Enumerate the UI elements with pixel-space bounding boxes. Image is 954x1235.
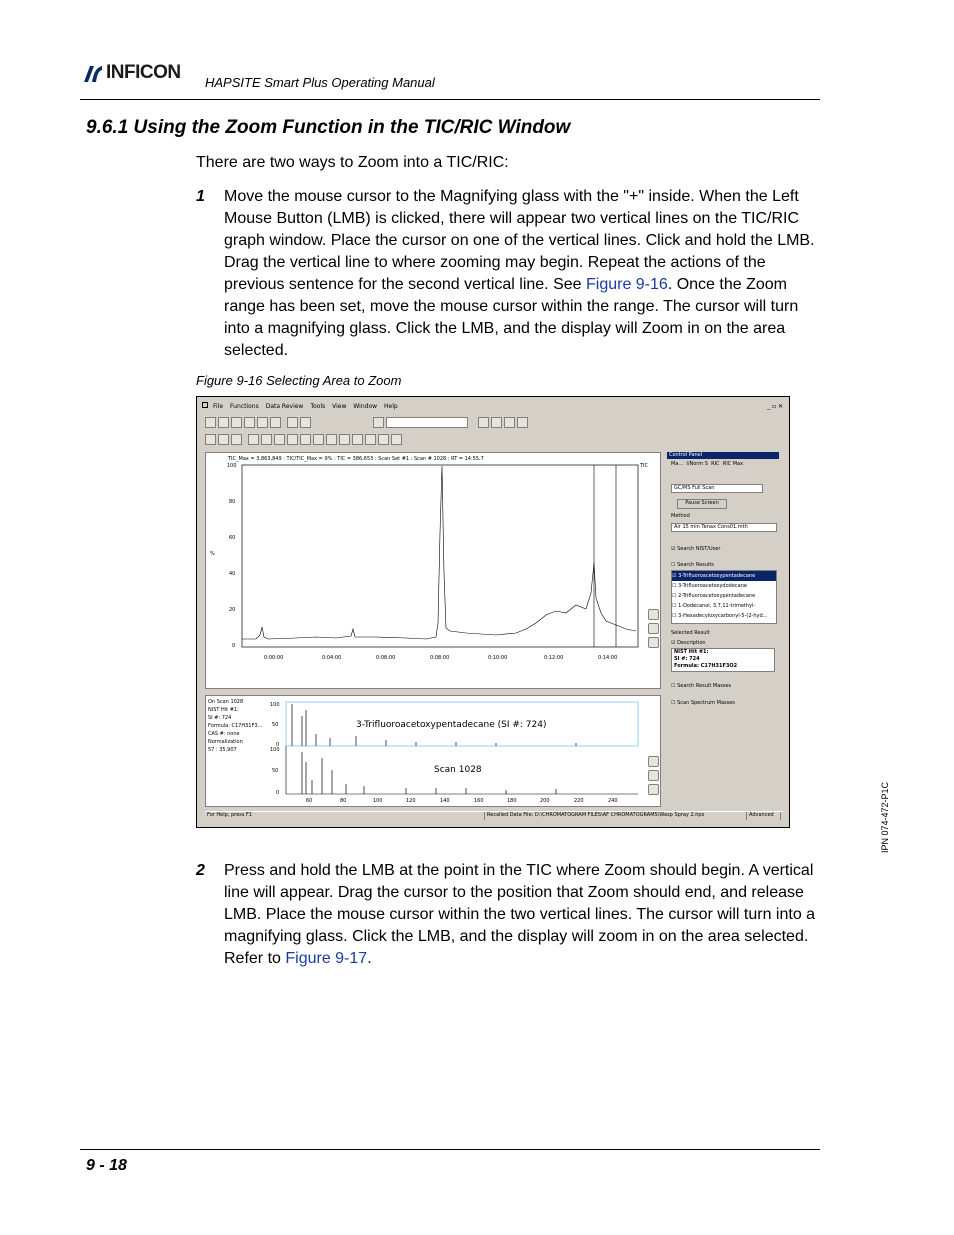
review-icon-1[interactable] [205,434,216,445]
scan-title: Scan 1028 [434,765,482,775]
scan-spectrum-lines [302,752,556,794]
ms-x-tick: 200 [540,798,550,804]
tune-icon[interactable] [373,417,384,428]
y-tick: 60 [229,535,236,541]
x-tick: 0:08:00 [376,655,396,661]
tool-icon-2[interactable] [491,417,502,428]
x-tick: 0:14:00 [598,655,618,661]
page-number: 9 - 18 [86,1157,127,1174]
peak-icon-5[interactable] [365,434,376,445]
ms-x-tick: 240 [608,798,618,804]
step-number: 2 [196,862,205,879]
spectrum-zoom-range-icon[interactable] [648,784,659,795]
scan-masses-checkbox[interactable]: ☐ Scan Spectrum Masses [671,700,735,706]
x-ticks [264,655,617,661]
plot-frame [242,465,638,647]
status-file: Recalled Data File: D:\CHROMATOGRAM FILES\AF CHROMATOGRAMS\Wasp Spray 2.hps [485,812,747,820]
review-icon-2[interactable] [218,434,229,445]
review-icon-5[interactable] [261,434,272,445]
y-tick: 0 [232,643,236,649]
ms-y-tick: 0 [276,742,280,748]
status-mode: Advanced [747,812,781,820]
ipn-label: IPN 074-472-P1C [880,781,890,853]
menu-functions[interactable]: Functions [230,402,259,410]
result-item[interactable]: ☐ 3-Trifluoroacetoxydodecane [672,583,747,589]
tool-icon-4[interactable] [517,417,528,428]
step-text: Press and hold the LMB at the point in the TIC where Zoom should begin. A vertical line will appear. Drag the cursor to the position that Zoom should end, and release LMB. Place the mouse cursor within the two vertical lines. The cursor will turn into a magnifying glass. Click the LMB, and the display will zoom in on the area selected. Refer to Figure 9-17. [224,862,816,967]
menu-data-review[interactable]: Data Review [265,402,304,410]
peak-icon-4[interactable] [352,434,363,445]
figure-link[interactable]: Figure 9-16 [585,276,668,293]
y-tick: 100 [227,463,237,469]
step-1 [196,186,816,362]
ms-x-tick: 60 [306,798,313,804]
description-box: NIST Hit #1: SI #: 724 Formula: C17H31F3O2 [671,648,775,672]
spectrum-chart [206,696,662,808]
ms-x-tick: 220 [574,798,584,804]
inficon-logo [82,60,181,86]
y-tick: 40 [229,571,236,577]
print-icon[interactable] [257,417,268,428]
ms-x-tick: 160 [474,798,484,804]
open-folder-icon[interactable] [218,417,229,428]
status-help: For Help, press F1 [205,812,485,820]
x-tick: 0:00:00 [264,655,284,661]
control-tabs[interactable]: Ma... I/Norm S RIC RIC Max [671,461,744,467]
ms-x-ticks [306,798,618,804]
library-icon[interactable] [270,417,281,428]
filter-icon[interactable] [287,434,298,445]
review-icon-4[interactable] [248,434,259,445]
menu-bar [197,399,789,413]
x-tick: 0:04:00 [322,655,342,661]
peak-icon-7[interactable] [391,434,402,445]
menu-view[interactable]: View [332,402,347,410]
menu-file[interactable]: File [213,402,224,410]
menu-help[interactable]: Help [384,402,398,410]
tic-header: TIC_Max = 3,863,849 : TIC/TIC_Max = 9% : TIC = 386,653 : Scan Set #1 : Scan # 1028 : RT = 14:55.7 [228,456,484,462]
mode-field: GC/MS Full Scan [671,484,763,493]
result-item[interactable]: ☑ 3-Trifluoroacetoxypentadecane [672,571,776,581]
spectrum-zoom-out-icon[interactable] [648,770,659,781]
figure-link[interactable]: Figure 9-17 [285,950,368,967]
ms-x-tick: 180 [507,798,517,804]
ms-x-tick: 100 [373,798,383,804]
footer-rule [80,1149,820,1150]
menu-tools[interactable]: Tools [310,402,326,410]
y-ticks [227,463,237,649]
logo-text: INFICON [106,62,181,83]
toolbar-main [205,417,528,431]
zoom-in-icon[interactable] [648,609,659,620]
inficon-logo-mark [82,62,104,84]
monitor-icon[interactable] [287,417,298,428]
intro-text: There are two ways to Zoom into a TIC/RIC: [196,154,509,171]
search-results-checkbox[interactable]: ☐ Search Results [671,562,714,568]
help-icon[interactable] [300,417,311,428]
window-controls[interactable]: _ ▫ ✕ [767,402,783,410]
review-icon-3[interactable] [231,434,242,445]
open-icon[interactable] [205,417,216,428]
peak-icon-1[interactable] [313,434,324,445]
tic-label: TIC [640,463,649,469]
step-text: Move the mouse cursor to the Magnifying glass with the "+" inside. When the Left Mouse Button (LMB) is clicked, there will appear two vertical lines on the TIC/RIC graph window. Place the cursor on one of the vertical lines. Click and hold the LMB. Drag the vertical line to where zooming may begin. Repeat the actions of the previous sentence for the second vertical line. See Figure 9-16. Once the Zoom range has been set, move the mouse cursor within the range. The cursor will turn into a magnifying glass. Click the LMB, and the display will Zoom in on the area selected. [224,188,815,359]
figure-caption: Figure 9-16 Selecting Area to Zoom [196,373,402,388]
ms-y-tick: 0 [276,790,280,796]
ms-x-tick: 140 [440,798,450,804]
step-number: 1 [196,188,205,205]
method-combo[interactable] [386,417,468,428]
result-item[interactable]: ☐ 1-Dodecanol, 3,7,11-trimethyl- [672,603,756,609]
x-tick: 0:12:00 [544,655,564,661]
x-tick: 0:08:00 [430,655,450,661]
x-tick: 0:10:00 [488,655,508,661]
y-unit-label: % [210,551,215,557]
method-label: Method [671,513,690,519]
zoom-out-icon[interactable] [648,623,659,634]
spectrum-zoom-in-icon[interactable] [648,756,659,767]
toolbar-review [205,434,402,448]
search-masses-checkbox[interactable]: ☐ Search Result Masses [671,683,732,689]
control-panel [667,452,779,812]
ms-x-tick: 120 [406,798,416,804]
nist-title: 3-Trifluoroacetoxypentadecane (SI #: 724) [356,720,547,730]
nist-icon[interactable] [274,434,285,445]
spectrum-panel [205,695,661,807]
peak-icon-3[interactable] [339,434,350,445]
peak-icon-2[interactable] [326,434,337,445]
control-panel-title: Control Panel [667,452,779,459]
y-tick: 20 [229,607,236,613]
pause-screen-button[interactable]: Pause Screen [677,499,727,509]
description-checkbox[interactable]: ☑ Description [671,640,706,646]
ms-y-tick: 50 [272,722,279,728]
tic-chart [206,453,662,690]
ms-x-tick: 80 [340,798,347,804]
settings-icon[interactable] [244,417,255,428]
step-2 [196,860,816,970]
menu-window[interactable]: Window [353,402,378,410]
ms-y-tick: 100 [270,747,280,753]
file-icon[interactable] [300,434,311,445]
tic-trace [242,466,636,639]
save-icon[interactable] [231,417,242,428]
results-list [671,570,777,624]
manual-title: HAPSITE Smart Plus Operating Manual [205,75,435,90]
app-icon [197,402,213,410]
tool-icon-1[interactable] [478,417,489,428]
application-screenshot [196,396,790,828]
scan-info: On Scan 1028 NIST Hit #1: SI #: 724 Formula: C17H31F3... CAS #: none Normalization 57 : 35,907 [208,699,263,753]
method-field: Air 15 min Tenax Cons01.mth [671,523,777,532]
selected-result-label: Selected Result [671,630,710,636]
tic-chart-panel [205,452,661,689]
search-nist-checkbox[interactable]: ☑ Search NIST/User [671,546,721,552]
section-title: 9.6.1 Using the Zoom Function in the TIC/RIC Window [86,117,571,138]
status-bar [205,811,783,820]
zoom-range-icon[interactable] [648,637,659,648]
ms-y-tick: 50 [272,768,279,774]
ms-y-ticks [270,702,280,796]
result-item[interactable]: ☐ 3-Hexadecyloxycarbonyl-5-(2-hyd... [672,613,768,619]
ms-y-tick: 100 [270,702,280,708]
y-tick: 80 [229,499,236,505]
result-item[interactable]: ☐ 2-Trifluoroacetoxypentadecane [672,593,756,599]
tool-icon-3[interactable] [504,417,515,428]
header-rule [80,99,820,100]
peak-icon-6[interactable] [378,434,389,445]
